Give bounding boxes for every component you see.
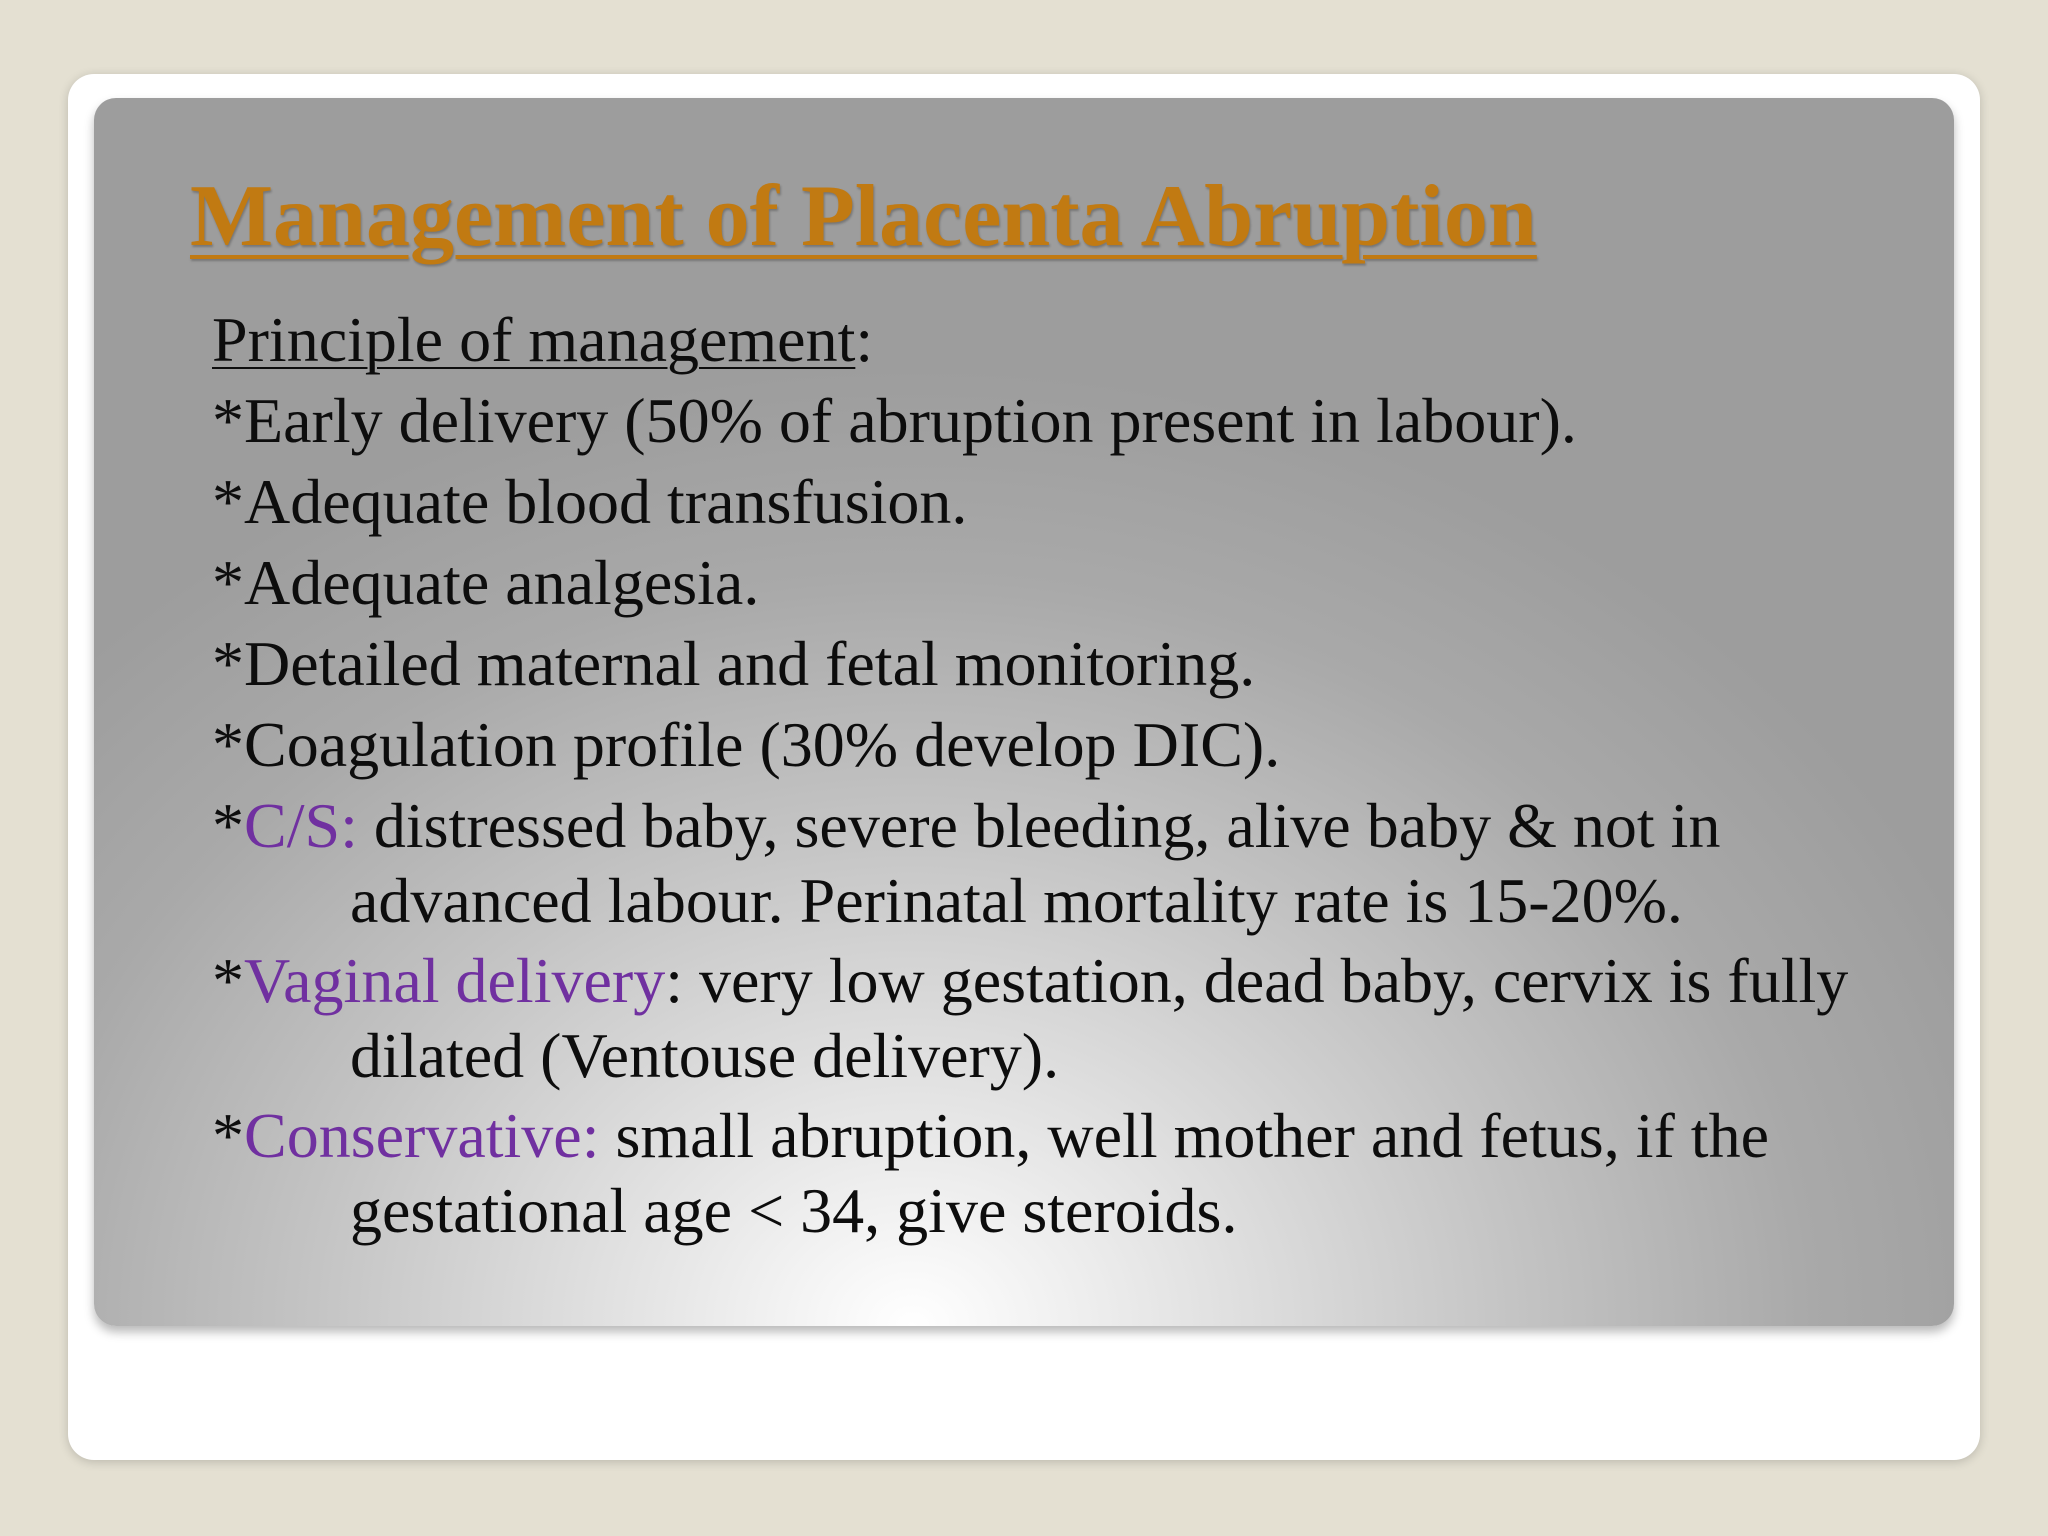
bullet-marker: * — [212, 628, 244, 699]
bullet-text: : very low gestation, dead baby, cervix is fully — [665, 945, 1849, 1016]
slide-title: Management of Placenta Abruption — [190, 168, 1537, 265]
bullet-marker: * — [212, 945, 244, 1016]
bullet-first-line — [212, 943, 1952, 1018]
bullet-text: Early delivery (50% of abruption present in labour). — [244, 385, 1577, 456]
bullet-marker: * — [212, 709, 244, 780]
bullet-continuation: dilated (Ventouse delivery). — [350, 1020, 1060, 1091]
bullet-analgesia — [212, 545, 1952, 621]
bullet-blood-transfusion — [212, 464, 1952, 540]
bullet-conservative — [212, 1098, 1952, 1248]
bullet-text: Adequate blood transfusion. — [244, 466, 968, 537]
slide-frame — [68, 74, 1980, 1460]
bullet-label-conservative: Conservative: — [244, 1100, 600, 1171]
bullet-early-delivery — [212, 383, 1952, 459]
bullet-first-line — [212, 1098, 1952, 1173]
subheading-colon: : — [855, 304, 874, 375]
bullet-cs — [212, 788, 1952, 938]
bullet-coagulation — [212, 707, 1952, 783]
bullet-text: Adequate analgesia. — [244, 547, 760, 618]
bullet-monitoring — [212, 626, 1952, 702]
bullet-marker: * — [212, 466, 244, 537]
bullet-text: small abruption, well mother and fetus, if the — [599, 1100, 1769, 1171]
bullet-marker: * — [212, 385, 244, 456]
bullet-continuation: advanced labour. Perinatal mortality rate is 15-20%. — [350, 865, 1683, 936]
content-panel — [94, 98, 1954, 1326]
bullet-continuation: gestational age < 34, give steroids. — [350, 1175, 1238, 1246]
bullet-label-cs: C/S: — [244, 790, 358, 861]
bullet-marker: * — [212, 547, 244, 618]
bullet-label-vaginal: Vaginal delivery — [244, 945, 666, 1016]
subheading: Principle of management — [212, 304, 856, 375]
subheading-line — [212, 302, 1952, 378]
bullet-text: Coagulation profile (30% develop DIC). — [244, 709, 1281, 780]
bullet-vaginal-delivery — [212, 943, 1952, 1093]
bullet-marker: * — [212, 790, 244, 861]
bullet-first-line — [212, 788, 1952, 863]
bullet-text: distressed baby, severe bleeding, alive baby & not in — [357, 790, 1721, 861]
bullet-marker: * — [212, 1100, 244, 1171]
slide-body — [212, 302, 1952, 1253]
bullet-text: Detailed maternal and fetal monitoring. — [244, 628, 1256, 699]
